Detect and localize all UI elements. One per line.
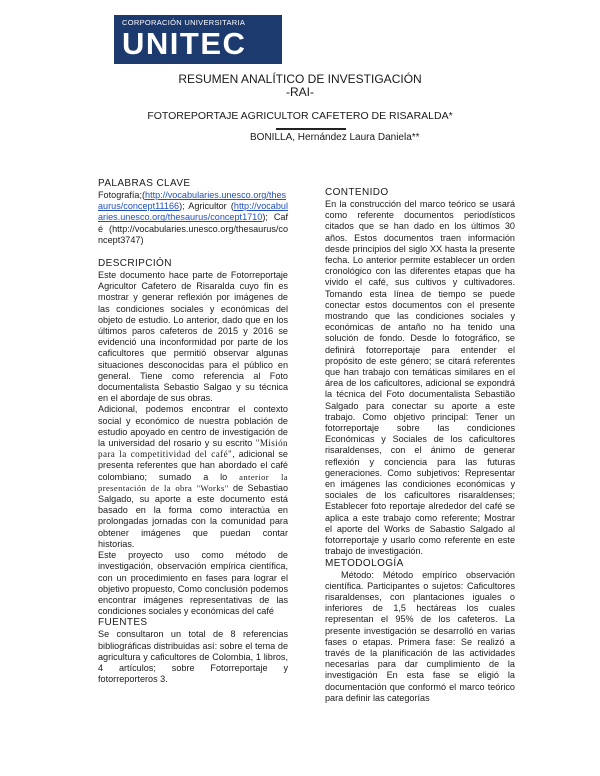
methodology-heading: METODOLOGÍA: [325, 557, 404, 569]
left-column: [98, 178, 288, 685]
keywords-heading: PALABRAS CLAVE: [98, 178, 191, 189]
document-title-rai: -RAI-: [286, 85, 314, 99]
description-paragraph-2: Adicional, podemos encontrar el contexto social y económico de nuestra población de estudio apoyado en centro de investigación de la universidad del rosario y su escrito "Misión para la competitividad del café", adicional se presenta referentes que han abordado el café colombiano; sumado a lo anterior la presentación de la obra "Works" de Sebastiao Salgado, su aporte a este documento está basado en la forma como interactúa en prolongadas jornadas con la comunidad para obtener imágenes que puedan contar historias.: [98, 404, 288, 549]
logo-subtitle: CORPORACIÓN UNIVERSITARIA: [122, 18, 246, 27]
keywords-text: Fotografía;(http://vocabularies.unesco.org/thesaurus/concept11166); Agricultor (http://vocabularies.unesco.org/thesaurus/concept1710); Café (http://vocabularies.unesco.org/thesaurus/concept3747): [98, 190, 288, 245]
description-paragraph-1: Este documento hace parte de Fotorreportaje Agricultor Cafetero de Risaralda cuyo fin es mostrar y generar reflexión por imágenes de las condiciones sociales y económicas del objeto de estudio. Lo anterior, dado que en los últimos paros cafeteros de 2015 y 2016 se evidenció una inconformidad por parte de los caficultores que permitió observar algunas situaciones desconocidas para el público en general. Tiene como referencia al Foto documentalista Sebastio Salgao y su técnica en el abordaje de sus obras.: [98, 270, 288, 404]
keyword-link-photography[interactable]: http://vocabularies.unesco.org/thesaurus/concept11166: [98, 190, 287, 212]
document-subtitle: FOTOREPORTAJE AGRICULTOR CAFETERO DE RISARALDA*: [147, 110, 453, 122]
content-heading: CONTENIDO: [325, 187, 389, 198]
content-paragraph: En la construcción del marco teórico se usará como referente documentos periodísticos citados que se han dado en los últimos 30 años. Estos documentos traen información desde principios del siglo XX hasta la presente fecha. Lo anterior permite establecer un orden cronológico con las diferentes etapas que ha vivido el café, sus cultivos y cultivadores. Tomando esta línea de tiempo se puede conectar estos documentos con el presente mostrando que las condiciones sociales y económicas de antaño no ha tenido una solución de fondo. Desde lo fotográfico, se definirá fotorreportaje para entender el propósito de este género; se citará referentes que han trabajo con temáticas similares en el área de los caficultores, adicional se expondrá la técnica del Foto documentalista Sebastião Salgado para conectar su aporte a este trabajo. Como objetivo principal: Tener un fotorreportaje sobre las condiciones Económicas y Sociales de los caficultores risaraldenses, con el ánimo de generar reflexión y conciencia para las futuras generaciones. Como subjetivos: Representar en imágenes las condiciones económicas y sociales de los caficultores risaraldenses; Establecer foto reportaje alrededor del café se aplica a este trabajo como referente; Mostrar el aporte del Works de Sabastio Salgado al fotorreportaje y usarlo como referente en este trabajo de investigación.: [325, 199, 515, 557]
document-title: RESUMEN ANALÍTICO DE INVESTIGACIÓN: [178, 72, 422, 86]
author-line: BONILLA, Hernández Laura Daniela**: [250, 132, 420, 143]
description-heading: DESCRIPCIÓN: [98, 258, 172, 270]
quoted-title: "Misión para la competitividad del café": [98, 438, 288, 460]
methodology-paragraph: Método: Método empírico observación científica. Participantes o sujetos: Caficultores risaraldenses, con plantaciones iguales o inferiores de 1,5 hectáreas los cuales representan el 95% de los cafeteros. La presente investigación se desarrolló en varias fases o etapas. Primera fase: Se realizó a través de la planificación de las actividades necesarias para dar cumplimiento de la investigación En esta fase se eligió la documentación que conformó el marco teórico para definir las categorías: [325, 569, 515, 703]
keyword-link-farmer[interactable]: http://vocabularies.unesco.org/thesaurus/concept1710: [98, 201, 288, 223]
sources-paragraph: Se consultaron un total de 8 referencias bibliográficas distribuidas así: sobre el tema de agricultura y caficultores de Colombia, 1 libros, 4 artículos; sobre Fotorreportaje y fotorreporteros 3.: [98, 629, 288, 685]
unitec-logo: [114, 15, 282, 64]
description-paragraph-3: Este proyecto uso como método de investigación, observación empírica científica, con un procedimiento en fases para lograr el objetivo propuesto, Como conclusión podemos encontrar imágenes representativas de las condiciones sociales y económicas del café: [98, 550, 288, 617]
sources-heading: FUENTES: [98, 617, 148, 629]
right-column: [325, 187, 515, 704]
title-divider: [276, 128, 346, 130]
works-reference: anterior la presentación de la obra "Works": [98, 471, 288, 493]
logo-name: UNITEC: [122, 26, 247, 61]
